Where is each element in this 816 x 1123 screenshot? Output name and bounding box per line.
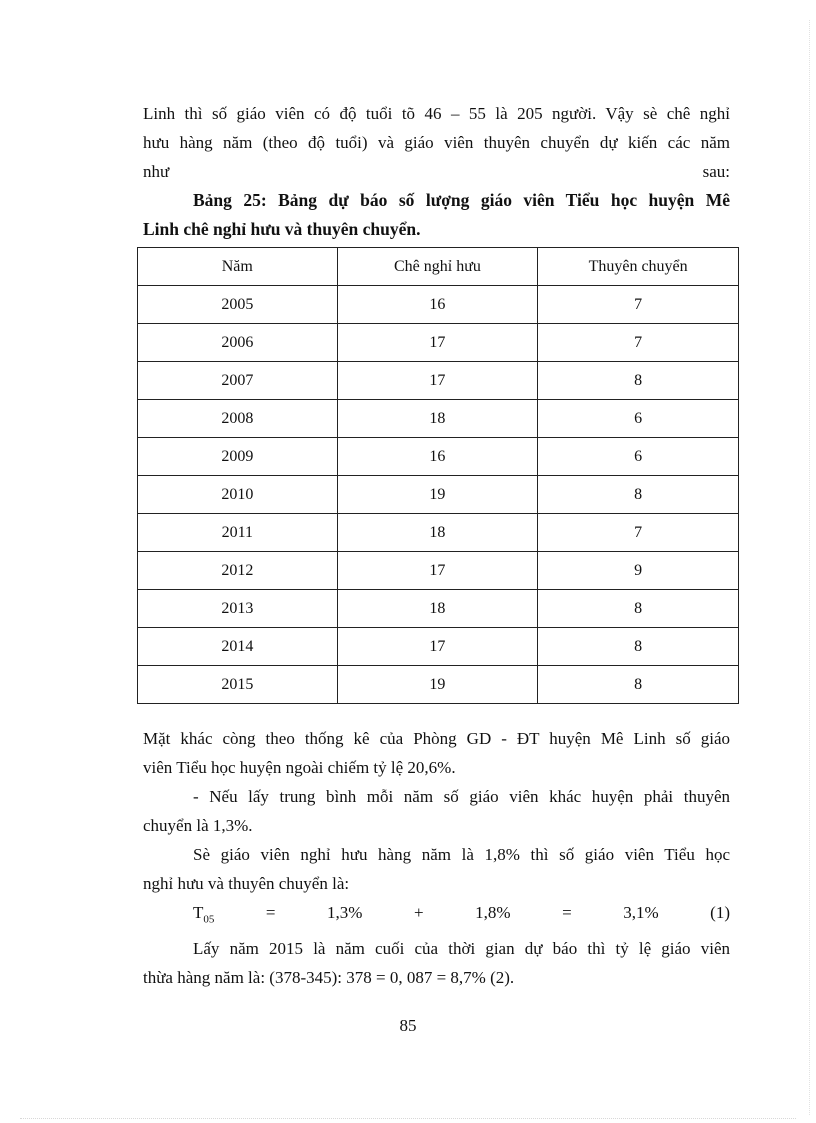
formula-equals-1: =: [265, 903, 276, 922]
formula-tag: (1): [710, 903, 730, 922]
cell-retire: 18: [337, 400, 538, 438]
table-row: [138, 438, 739, 476]
para-4-line-2: thừa hàng năm là: (378-345): 378 = 0, 087 = 8,7% (2).: [143, 968, 515, 988]
cell-year: 2005: [138, 286, 338, 324]
cell-retire: 17: [337, 324, 538, 362]
cell-transfer: 8: [538, 628, 739, 666]
intro-line-3: [143, 157, 730, 186]
table-row: [138, 628, 739, 666]
cell-year: 2011: [138, 514, 338, 552]
cell-transfer: 7: [538, 286, 739, 324]
cell-transfer: 8: [538, 666, 739, 704]
table-row: [138, 552, 739, 590]
cell-transfer: 7: [538, 514, 739, 552]
table-row: [138, 286, 739, 324]
cell-retire: 17: [337, 552, 538, 590]
page-bottom-border: [20, 1118, 796, 1119]
cell-year: 2008: [138, 400, 338, 438]
cell-year: 2012: [138, 552, 338, 590]
page-number: 85: [399, 1016, 417, 1035]
formula-lhs: $T_{05}$: [193, 903, 215, 926]
formula-subscript: 05: [203, 913, 215, 926]
formula-plus: +: [414, 903, 424, 922]
table-row: [138, 514, 739, 552]
cell-year: 2009: [138, 438, 338, 476]
cell-transfer: 6: [538, 438, 739, 476]
table-row: [138, 590, 739, 628]
header-retire: Chê nghỉ hưu: [337, 248, 538, 286]
cell-transfer: 8: [538, 590, 739, 628]
page-right-border: [809, 20, 810, 1115]
table-caption: [143, 186, 730, 244]
cell-transfer: 8: [538, 362, 739, 400]
para-4-line-1: Lấy năm 2015 là năm cuối của thời gian dự báo thì tỷ lệ giáo viên: [193, 939, 730, 959]
formula-equals-2: =: [562, 903, 572, 922]
cell-transfer: 6: [538, 400, 739, 438]
table-row: [138, 324, 739, 362]
cell-retire: 16: [337, 438, 538, 476]
para-3-line-2: nghỉ hưu và thuyên chuyển là:: [143, 874, 350, 893]
header-transfer: Thuyên chuyển: [538, 248, 739, 286]
intro-line-1: Linh thì số giáo viên có độ tuổi tõ 46 – 55 là 205 người. Vậy sè chê nghỉ: [143, 104, 730, 123]
cell-retire: 17: [337, 362, 538, 400]
cell-retire: 19: [337, 666, 538, 704]
cell-retire: 17: [337, 628, 538, 666]
caption-line-2: Linh chê nghỉ hưu và thuyên chuyển.: [143, 219, 421, 239]
forecast-table: [137, 247, 739, 704]
formula-line: [143, 898, 730, 934]
table-row: [138, 400, 739, 438]
intro-line-3-end: sau:: [702, 162, 730, 181]
table-row: [138, 362, 739, 400]
cell-transfer: 8: [538, 476, 739, 514]
intro-line-3-start: như: [143, 162, 170, 181]
table-header-row: [138, 248, 739, 286]
cell-transfer: 9: [538, 552, 739, 590]
formula-result: 3,1%: [623, 903, 659, 922]
formula-term-b: 1,8%: [475, 903, 511, 922]
para-3-line-1: Sè giáo viên nghỉ hưu hàng năm là 1,8% thì số giáo viên Tiểu học: [193, 845, 730, 864]
para-2-line-1: - Nếu lấy trung bình mỗi năm số giáo viên khác huyện phải thuyên: [193, 787, 730, 806]
para-1-line-2: viên Tiểu học huyện ngoài chiếm tỷ lệ 20,6%.: [143, 758, 456, 777]
body-text: [143, 724, 730, 992]
cell-year: 2014: [138, 628, 338, 666]
cell-year: 2007: [138, 362, 338, 400]
intro-paragraph: [143, 99, 730, 186]
table-row: [138, 666, 739, 704]
formula-term-a: 1,3%: [327, 903, 363, 922]
caption-line-1: Bảng 25: Bảng dự báo số lượng giáo viên Tiểu học huyện Mê: [193, 190, 730, 210]
cell-year: 2015: [138, 666, 338, 704]
table-row: [138, 476, 739, 514]
cell-year: 2013: [138, 590, 338, 628]
header-year: Năm: [138, 248, 338, 286]
cell-retire: 16: [337, 286, 538, 324]
cell-year: 2010: [138, 476, 338, 514]
intro-line-2: hưu hàng năm (theo độ tuổi) và giáo viên thuyên chuyển dự kiến các năm: [143, 133, 730, 152]
cell-year: 2006: [138, 324, 338, 362]
cell-transfer: 7: [538, 324, 739, 362]
para-2-line-2: chuyển là 1,3%.: [143, 816, 253, 835]
cell-retire: 18: [337, 590, 538, 628]
cell-retire: 19: [337, 476, 538, 514]
para-1-line-1: Mặt khác còng theo thống kê của Phòng GD - ĐT huyện Mê Linh số giáo: [143, 729, 730, 748]
cell-retire: 18: [337, 514, 538, 552]
